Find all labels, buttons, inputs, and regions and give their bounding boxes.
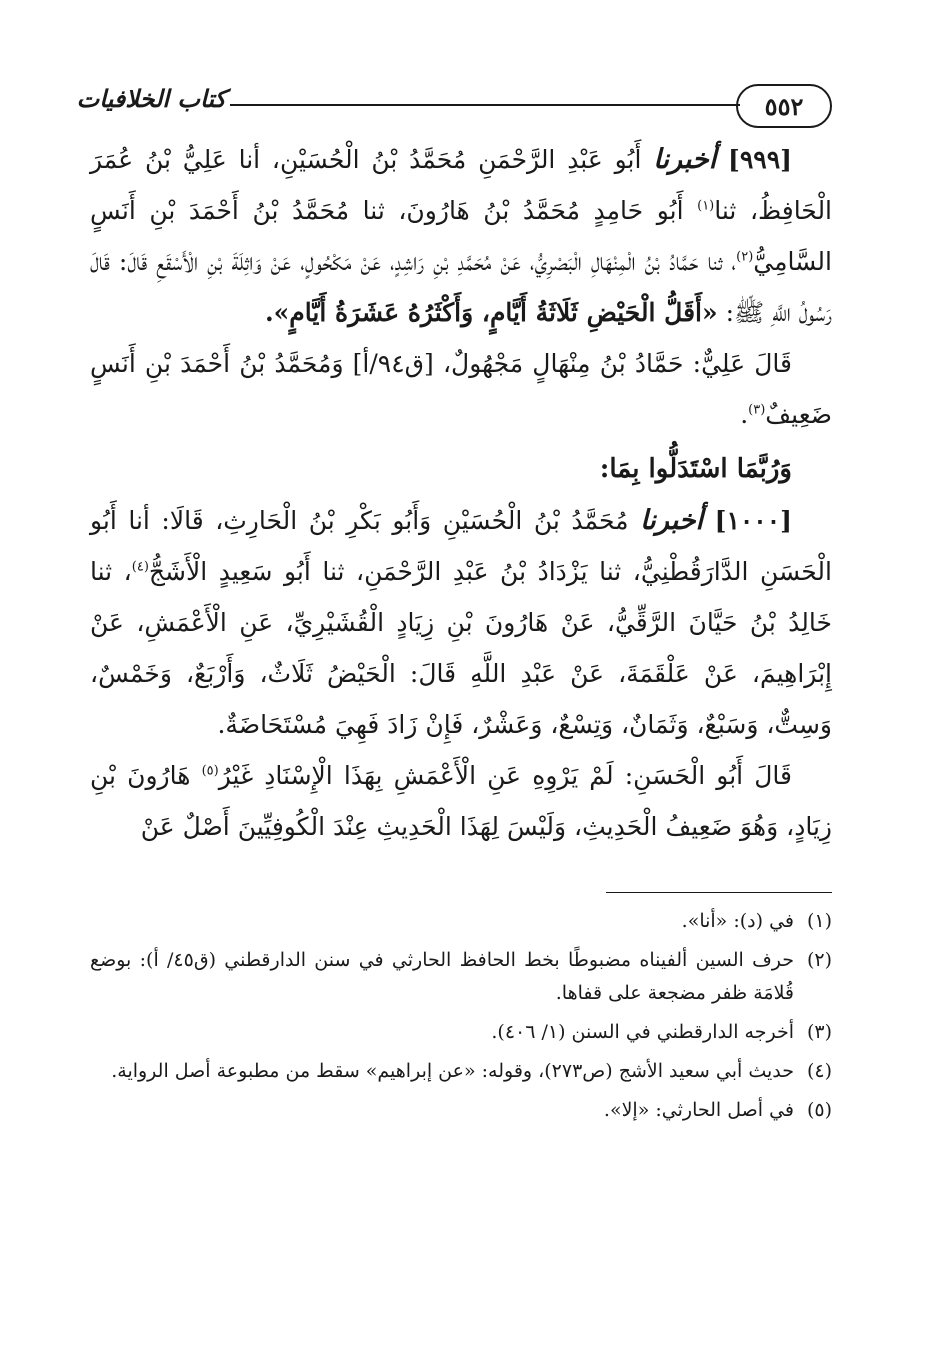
book-title: كتاب الخلافيات: [76, 84, 226, 113]
footnote-text: في (د): «أنا».: [681, 910, 794, 932]
footnote-number: (٥): [806, 1099, 832, 1121]
footnote-ref-1[interactable]: (١): [697, 198, 715, 214]
footnote-item: [90, 905, 832, 938]
footnote-separator: [606, 892, 832, 893]
akhbarana-word: أخبرنا: [653, 144, 717, 175]
footnote-text: حديث أبي سعيد الأشج (ص٢٧٣)، وقوله: «عن إبراهيم» سقط من مطبوعة أصل الرواية.: [111, 1060, 794, 1082]
comment-text: قَالَ أَبُو الْحَسَنِ: لَمْ يَرْوِهِ عَنِ الْأَعْمَشِ بِهَذَا الْإِسْنَادِ غَيْرُ: [218, 761, 792, 790]
comment-end: .: [740, 400, 749, 429]
footnote-text: أخرجه الدارقطني في السنن (١/ ٤٠٦).: [491, 1021, 794, 1043]
footnote-item: [90, 944, 832, 1010]
footnote-number: (٢): [806, 949, 832, 971]
footnote-ref-4[interactable]: (٤): [131, 559, 149, 575]
isnad-text: مُحَمَّدُ بْنُ الْحُسَيْنِ وَأَبُو بَكْرِ بْنُ الْحَارِثِ، قَالَا: أنا أَبُو الْحَسَنِ الدَّارَقُطْنِيُّ، ثنا يَزْدَادُ بْنُ عَبْدِ الرَّحْمَنِ، ثنا أَبُو سَعِيدٍ الْأَشَجُّ: [90, 506, 832, 586]
footnote-number: (١): [806, 910, 832, 932]
comment-text: قَالَ عَلِيٌّ: حَمَّادُ بْنُ مِنْهَالٍ مَجْهُولٌ، [ق٩٤/أ] وَمُحَمَّدُ بْنُ أَحْمَدَ بْنِ أَنَسٍ ضَعِيفٌ: [90, 349, 832, 429]
footnote-text: حرف السين ألفيناه مضبوطًا بخط الحافظ الحارثي في سنن الدارقطني (ق٤٥/ أ): بوضع قُلامَة ظفر مضجعة على قفاها.: [90, 949, 794, 1004]
page-number: ٥٥٢: [736, 84, 832, 128]
comment-ali: [90, 338, 832, 440]
entry-number: [٩٩٩]: [728, 145, 792, 174]
section-heading: وَرُبَّمَا اسْتَدَلُّوا بِمَا:: [599, 454, 792, 484]
footnote-number: (٣): [806, 1021, 832, 1043]
hadith-entry-1000: [90, 495, 832, 750]
hadith-quote: «أَقَلُّ الْحَيْضِ ثَلَاثَةُ أَيَّامٍ، وَأَكْثَرُهُ عَشَرَةُ أَيَّامٍ».: [264, 298, 718, 327]
footnote-ref-5[interactable]: (٥): [201, 763, 219, 779]
comment-abulhasan: [90, 750, 832, 852]
footnote-ref-2[interactable]: (٢): [736, 249, 754, 265]
isnad-text: ، ثنا حَمَّادُ بْنُ الْمِنْهَالِ الْبَصْرِيُّ، عَنْ مُحَمَّدِ بْنِ رَاشِدٍ، عَنْ مَكْحُولٍ، عَنْ وَاثِلَةَ بْنِ الْأَسْقَعِ قَالَ: قَالَ رَسُولُ اللَّهِ ﷺ:: [90, 247, 832, 327]
akhbarana-word: أخبرنا: [640, 505, 704, 536]
footnote-text: في أصل الحارثي: «إلا».: [603, 1099, 794, 1121]
book-page: [76, 78, 833, 1318]
footnote-item: [90, 1055, 832, 1088]
isnad-text: أَبُو حَامِدٍ مُحَمَّدُ بْنُ هَارُونَ، ثنا مُحَمَّدُ بْنُ أَحْمَدَ بْنِ أَنَسٍ السَّامِيُّ: [90, 196, 832, 276]
footnote-item: [90, 1016, 832, 1049]
comment-text: هَارُونَ بْنِ زِيَادٍ، وَهُوَ ضَعِيفُ الْحَدِيثِ، وَلَيْسَ لِهَذَا الْحَدِيثِ عِنْدَ الْكُوفِيِّينَ أَصْلٌ عَنْ: [90, 761, 832, 841]
footnote-item: [90, 1094, 832, 1127]
footnote-number: (٤): [806, 1060, 832, 1082]
isnad-text: ، ثنا خَالِدُ بْنُ حَيَّانَ الرَّقِّيُّ، عَنْ هَارُونَ بْنِ زِيَادٍ الْقُشَيْرِيِّ، عَنِ الْأَعْمَشِ، عَنْ إِبْرَاهِيمَ، عَنْ عَلْقَمَةَ، عَنْ عَبْدِ اللَّهِ قَالَ: الْحَيْضُ ثَلَاثٌ، وَأَرْبَعٌ، وَخَمْسٌ، وَسِتٌّ، وَسَبْعٌ، وَثَمَانٌ، وَتِسْعٌ، وَعَشْرٌ، فَإِنْ زَادَ فَهِيَ مُسْتَحَاضَةٌ.: [90, 557, 832, 739]
main-text: [90, 134, 832, 852]
page-header: [76, 78, 832, 134]
entry-number: [١٠٠٠]: [714, 506, 793, 535]
hadith-entry-999: [90, 134, 832, 338]
footnote-ref-3[interactable]: (٣): [748, 402, 766, 418]
isnad-text: أَبُو عَبْدِ الرَّحْمَنِ مُحَمَّدُ بْنُ الْحُسَيْنِ، أنا عَلِيُّ بْنُ عُمَرَ الْحَافِظُ، ثنا: [90, 145, 833, 225]
footnotes: [90, 905, 832, 1127]
header-rule: [230, 104, 740, 106]
